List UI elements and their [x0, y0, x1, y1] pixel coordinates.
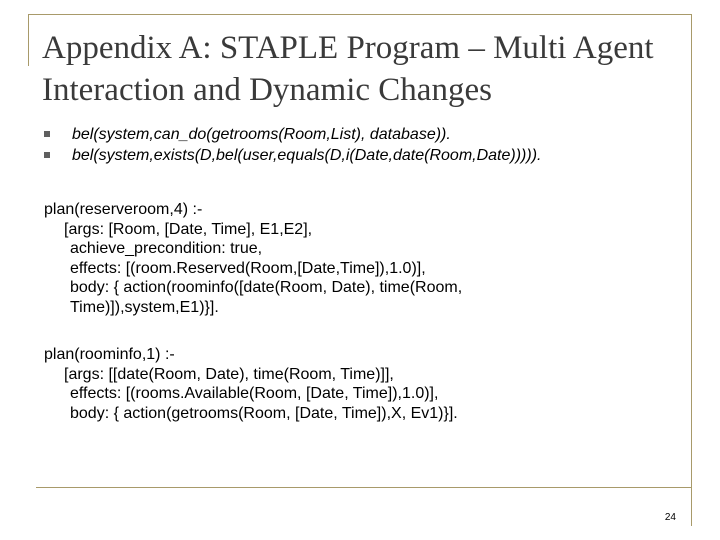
- frame-right-line: [691, 14, 692, 526]
- square-bullet-icon: [44, 131, 50, 137]
- plan-head: plan(roominfo,1) :-: [44, 346, 175, 363]
- slide-title: Appendix A: STAPLE Program – Multi Agent Interaction and Dynamic Changes: [42, 30, 654, 108]
- bullet-text: bel(system,can_do(getrooms(Room,List), database)).: [72, 126, 451, 143]
- bullet-list: [44, 124, 684, 166]
- bullet-item: [44, 124, 684, 145]
- plan-reserveroom-block: [44, 200, 674, 317]
- plan-body: body: { action(roominfo([date(Room, Date), time(Room,: [70, 279, 463, 296]
- frame-top-line: [28, 14, 692, 15]
- bullet-item: [44, 145, 684, 166]
- plan-effects: effects: [(room.Reserved(Room,[Date,Time]),1.0)],: [70, 259, 426, 277]
- plan-effects: effects: [(rooms.Available(Room, [Date, Time]),1.0)],: [70, 385, 439, 402]
- plan-head: plan(reserveroom,4) :-: [44, 201, 203, 218]
- frame-left-line: [28, 14, 29, 66]
- footer-line: [36, 487, 692, 488]
- plan-roominfo-block: [44, 345, 674, 423]
- plan-args: [args: [[date(Room, Date), time(Room, Time)]],: [64, 365, 394, 383]
- plan-precondition: achieve_precondition: true,: [70, 240, 263, 257]
- plan-body: body: { action(getrooms(Room, [Date, Time]),X, Ev1)}].: [70, 404, 458, 422]
- page-number: 24: [664, 512, 676, 523]
- plan-args: [args: [Room, [Date, Time], E1,E2],: [64, 220, 313, 238]
- plan-body-continued: Time)]),system,E1)}].: [70, 298, 219, 316]
- bullet-text: bel(system,exists(D,bel(user,equals(D,i(Date,date(Room,Date))))).: [72, 147, 542, 164]
- square-bullet-icon: [44, 152, 50, 158]
